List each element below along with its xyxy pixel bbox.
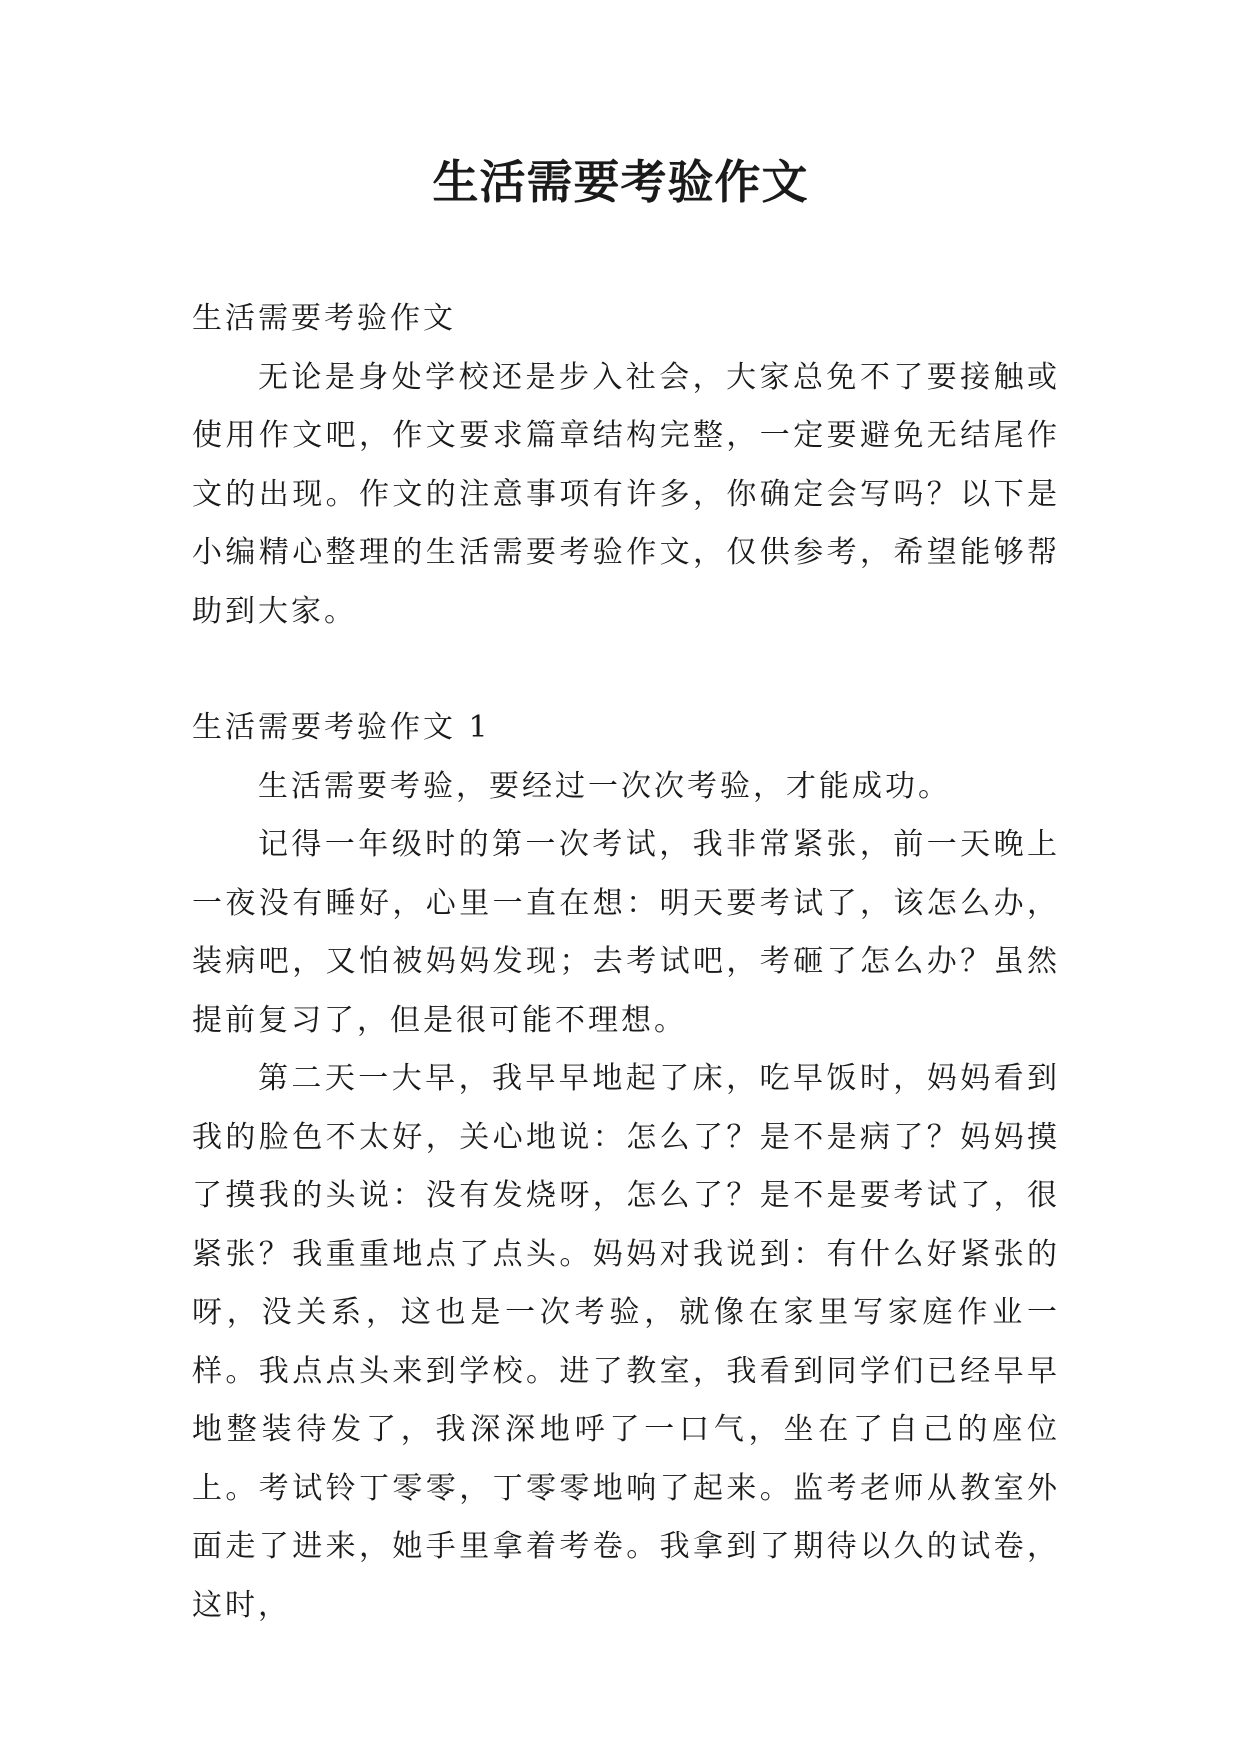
essay1-paragraph: 记得一年级时的第一次考试，我非常紧张，前一天晚上一夜没有睡好，心里一直在想：明天要考试了，该怎么办，装病吧，又怕被妈妈发现；去考试吧，考砸了怎么办？虽然提前复习了，但是很可能不理想。 <box>192 827 1060 1038</box>
intro-heading: 生活需要考验作文 <box>192 301 456 336</box>
essay1-paragraph: 第二天一大早，我早早地起了床，吃早饭时，妈妈看到我的脸色不太好，关心地说：怎么了？是不是病了？妈妈摸了摸我的头说：没有发烧呀，怎么了？是不是要考试了，很紧张？我重重地点了点头。妈妈对我说到：有什么好紧张的呀，没关系，这也是一次考验，就像在家里写家庭作业一样。我点点头来到学校。进了教室，我看到同学们已经早早地整装待发了，我深深地呼了一口气，坐在了自己的座位上。考试铃丁零零，丁零零地响了起来。监考老师从教室外面走了进来，她手里拿着考卷。我拿到了期待以久的试卷，这时， <box>192 1061 1060 1623</box>
section-spacer <box>192 641 1060 699</box>
document-body <box>192 290 1060 1635</box>
essay1-paragraph: 生活需要考验，要经过一次次考验，才能成功。 <box>258 768 951 804</box>
intro-paragraph: 无论是身处学校还是步入社会，大家总免不了要接触或使用作文吧，作文要求篇章结构完整，一定要避免无结尾作文的出现。作文的注意事项有许多，你确定会写吗？以下是小编精心整理的生活需要考验作文，仅供参考，希望能够帮助到大家。 <box>192 359 1060 629</box>
essay1-heading: 生活需要考验作文 1 <box>192 710 491 745</box>
document-title: 生活需要考验作文 <box>432 155 809 209</box>
